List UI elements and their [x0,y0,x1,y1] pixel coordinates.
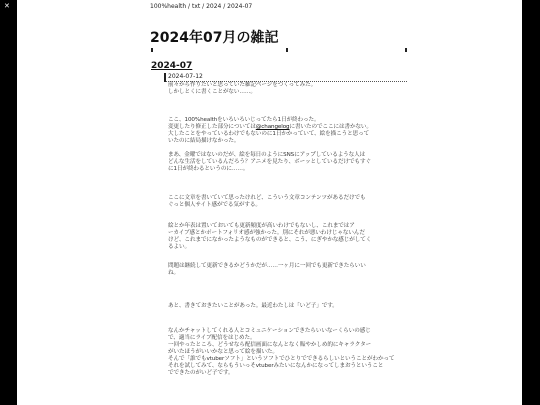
entry-paragraph [168,82,404,117]
entry-line: ここ、100%healthをいろいろいじってたら1日が終わった。 [168,117,320,123]
entry-line: に1日が終わるというのに……。 [168,166,249,172]
entry-paragraph [168,263,404,303]
entry-paragraph [168,303,404,328]
entry-paragraph [168,223,404,263]
entry-line: あと、書きておきたいことがあった。最近わたしは「いど子」です。 [168,303,338,309]
breadcrumb[interactable]: 100%health / txt / 2024 / 2024-07 [150,3,253,10]
changelog-link[interactable]: @changelog [255,124,290,130]
title-marker [405,48,407,52]
entry-line: 変更したり修正した部分については [168,124,256,130]
entry-line: いたのに結局描けなかった。 [168,138,240,144]
entry-paragraph [168,117,404,152]
entry-line: 絵とか年表は置いておいても更新頻度が高いわけでもないし、これまではア [168,223,355,229]
entry-line: 一回やったところ、どうせなら配信画面になんとなく賑やかしめ的にキャラクター [168,342,372,348]
entry-line: そんで「誰でもvtuberソフト」というソフトでひとりでできるらしいということがわかって [168,356,395,362]
title-marker [286,48,288,52]
entry-line: 問題は継続して更新できるかどうかだが……一ヶ月に一回でも更新できたらいい [168,263,366,269]
entry-line: に書いたのでここには書かない。 [289,124,372,130]
entry-line: ね。 [168,270,179,276]
left-sidebar [0,0,17,405]
entry-line: 大したことをやっているわけでもないのに1日かかっていて、絵を描こうと思って [168,131,370,137]
entry-paragraph [168,195,404,223]
entry-paragraph [168,152,404,195]
title-marker [151,48,153,52]
entry-line: それを試してみて、ならもういっそvtuberみたいになんかになってしまおうということ [168,363,384,369]
entry-line: ぐっと個人サイト感がでる気がする。 [168,202,261,208]
close-icon[interactable]: ✕ [4,2,10,10]
entry-line: ここに文章を書いていて思ったけれど、こういう文章コンテンツがあるだけでも [168,195,366,201]
entry-date: 2024-07-12 [168,73,203,80]
main-content [150,0,412,405]
entry-line: どんな生活をしているんだろう？アニメを見たり、ボーッとしているだけでもすぐ [168,159,371,165]
entry-line: ーカイブ感とかポートフォリオ感が強かった。別にそれが悪いわけじゃないんだ [168,230,365,236]
right-sidebar [522,0,540,405]
entry-line: で、適当にライブ配信をはじめた。 [168,335,256,341]
entry-line: 前々から作りたいと思っていた雑記ページをつくってみた。 [168,82,317,88]
page-title: 2024年07月の雑記 [150,30,279,46]
entry-line: けど、これまでになかったようなものができると、こう、にぎやかな感じがしてく [168,237,372,243]
entry-line: でできたのがいど子です。 [168,370,234,376]
entry-line: まあ、金曜ではないのだが、絵を毎日のようにSNSにアップしているような人は [168,152,366,158]
entry-line: がいたほうがいいかなと思って絵を描いた。 [168,349,278,355]
entry-body [168,82,404,377]
month-heading: 2024-07 [151,61,193,71]
entry-paragraph [168,328,404,377]
entry-line: しかしとくに書くことがない……。 [168,89,256,95]
entry-line: なんかチャットしてくれる人とコミュニケーションできたらいいなーくらいの感じ [168,328,371,334]
entry-line: るよい。 [168,244,190,250]
